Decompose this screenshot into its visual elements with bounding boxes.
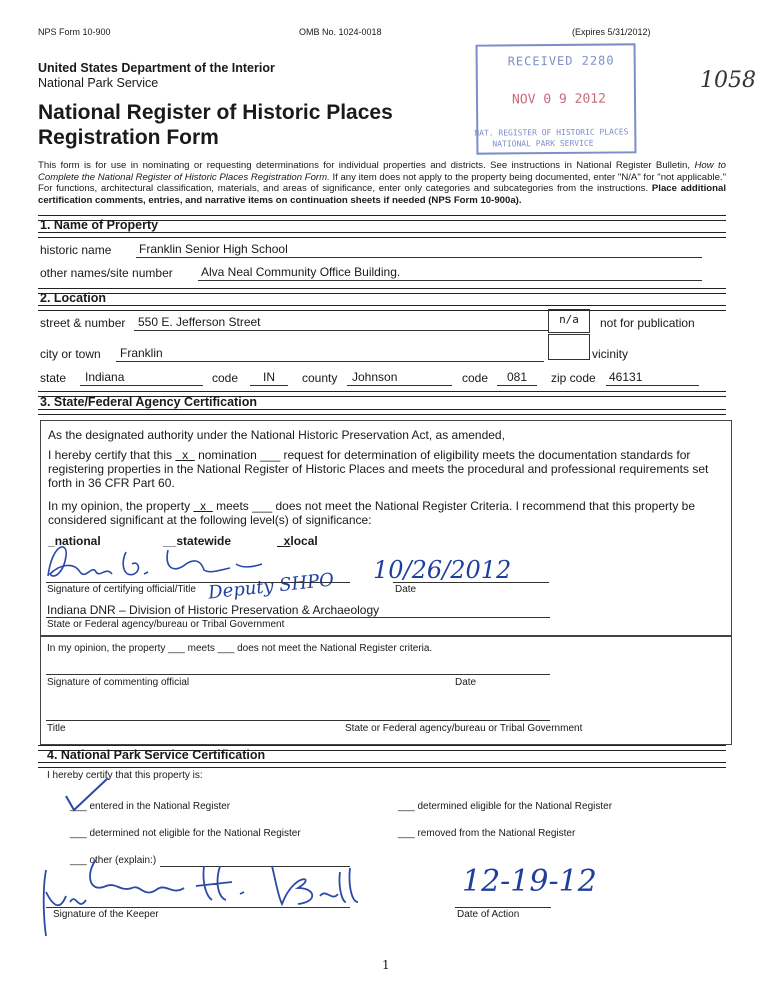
state-field[interactable]: Indiana (80, 370, 203, 386)
title-line (46, 720, 550, 721)
certify-text-c: request for determination of eligibility meets the documentation standards for registering properties in the National Register of Historic Places and meets the procedural and professional requirements set forth in 36 CFR Part 60. (48, 448, 709, 490)
removed-label: removed from the National Register (417, 828, 576, 839)
other-label: other (explain:) (89, 855, 157, 866)
not-for-publication-checkbox[interactable] (548, 309, 590, 333)
entered-blank: ___ (70, 801, 87, 812)
certify-text-b: nomination (194, 448, 261, 462)
comment-signature-line (46, 674, 550, 675)
option-eligible[interactable] (398, 801, 612, 812)
omb-number: OMB No. 1024-0018 (299, 27, 382, 37)
page-number: 1 (382, 958, 390, 972)
county-field[interactable]: Johnson (347, 370, 452, 386)
agency-name: Indiana DNR – Division of Historic Preservation & Archaeology (47, 603, 380, 617)
comment-opinion: In my opinion, the property ___ meets ___ does not meet the National Register criteria. (47, 643, 433, 654)
city-label: city or town (40, 347, 101, 361)
instructions-bold-text: Place additional certification comments, entries, and narrative items on continuation sheets if needed (NPS Form 10-900a). (38, 183, 727, 206)
expiration-date: (Expires 5/31/2012) (572, 27, 651, 37)
section-1-heading: 1. Name of Property (40, 218, 159, 232)
instructions-text-2: If any item does not apply to the property being documented, enter "N/A" for "not applicable." For functions, architectural classification, materials, and areas of significance, enter only categories and subcategories from the instructions. (38, 171, 726, 194)
statewide-blank: __ (163, 534, 177, 548)
state-code-label: code (212, 371, 239, 385)
request-mark[interactable]: ___ (260, 448, 281, 462)
national-blank: _ (48, 534, 55, 548)
section-divider (38, 232, 726, 238)
agency-label: State or Federal agency/bureau or Tribal Government (47, 619, 285, 630)
handwritten-reference-number: 1058 (700, 68, 756, 93)
stamp-org-2: NATIONAL PARK SERVICE (492, 138, 594, 149)
street-field[interactable]: 550 E. Jefferson Street (134, 315, 548, 331)
street-label: street & number (40, 316, 126, 330)
opinion-statement (48, 499, 718, 527)
certify-statement (48, 448, 718, 490)
level-local[interactable] (277, 534, 318, 548)
removed-blank: ___ (398, 828, 415, 839)
state-label: state (40, 371, 67, 385)
nps-certify-statement: I hereby certify that this property is: (47, 770, 203, 781)
section-4-heading: 4. National Park Service Certification (47, 748, 266, 762)
signed-date: 10/26/2012 (373, 556, 512, 584)
eligible-label: determined eligible for the National Register (417, 801, 613, 812)
county-code-label: code (462, 371, 489, 385)
nomination-mark[interactable] (175, 448, 194, 462)
certify-text-a: I hereby certify that this (48, 448, 176, 462)
action-date-label: Date of Action (457, 909, 520, 920)
signed-title: Deputy SHPO (207, 569, 335, 604)
signature-label: Signature of certifying official/Title (47, 584, 196, 595)
service-name: National Park Service (38, 76, 159, 90)
statewide-label: statewide (176, 534, 232, 548)
other-blank: ___ (70, 855, 87, 866)
comment-signature-label: Signature of commenting official (47, 677, 190, 688)
keeper-signature-line (46, 907, 350, 908)
section-2-heading: 2. Location (40, 291, 106, 305)
city-field[interactable]: Franklin (116, 346, 544, 362)
stamp-date: NOV 0 9 2012 (511, 91, 606, 108)
vicinity-checkbox[interactable] (548, 334, 590, 360)
keeper-signature-label: Signature of the Keeper (53, 909, 159, 920)
authority-statement: As the designated authority under the National Historic Preservation Act, as amended, (48, 428, 505, 442)
agency-line (46, 617, 550, 618)
title-line-2: Registration Form (38, 126, 219, 149)
title-label: Title (47, 723, 66, 734)
other-names-label: other names/site number (40, 266, 173, 280)
nomination-x: x (182, 448, 189, 462)
zip-field[interactable]: 46131 (606, 370, 699, 386)
state-code-field[interactable]: IN (250, 370, 288, 386)
historic-name-field[interactable]: Franklin Senior High School (136, 242, 702, 258)
check-mark-icon (62, 776, 112, 814)
meets-mark[interactable] (193, 499, 212, 513)
option-not-eligible[interactable] (70, 828, 301, 839)
national-label: national (54, 534, 101, 548)
page-title (38, 100, 393, 150)
does-not-meet-mark[interactable]: ___ (252, 499, 273, 513)
not-eligible-label: determined not eligible for the National Register (89, 828, 301, 839)
date-line (393, 582, 549, 583)
meets-x: x (200, 499, 207, 513)
historic-name-label: historic name (40, 243, 112, 257)
keeper-signature (36, 852, 366, 942)
zip-label: zip code (551, 371, 596, 385)
department-name: United States Department of the Interior (38, 61, 275, 75)
section-divider (38, 762, 726, 768)
opinion-text-a: In my opinion, the property (48, 499, 194, 513)
comment-agency-label: State or Federal agency/bureau or Tribal Government (345, 723, 583, 734)
eligible-blank: ___ (398, 801, 415, 812)
not-eligible-blank: ___ (70, 828, 87, 839)
county-code-field[interactable]: 081 (497, 370, 537, 386)
opinion-text-b: meets (212, 499, 253, 513)
section-divider (38, 409, 726, 415)
vicinity-label: vicinity (592, 347, 629, 361)
action-date: 12-19-12 (462, 864, 597, 899)
not-for-publication-value: n/a (559, 313, 579, 326)
title-line-1: National Register of Historic Places (38, 101, 393, 124)
stamp-org-1: NAT. REGISTER OF HISTORIC PLACES (474, 127, 629, 138)
county-label: county (302, 371, 338, 385)
signature-line (46, 582, 350, 583)
instructions-paragraph (38, 160, 726, 206)
entered-label: entered in the National Register (89, 801, 231, 812)
form-number: NPS Form 10-900 (38, 27, 111, 37)
instructions-bulletin-title: How to Complete the National Register of Historic Places Registration Form. (38, 160, 726, 183)
option-removed[interactable] (398, 828, 575, 839)
action-date-line (455, 907, 551, 908)
section-3-heading: 3. State/Federal Agency Certification (40, 395, 257, 409)
received-stamp (476, 43, 637, 154)
date-label: Date (395, 584, 417, 595)
stamp-received: RECEIVED 2280 (507, 53, 615, 69)
section-divider (38, 288, 726, 294)
local-label: local (290, 534, 318, 548)
local-x: x (283, 534, 291, 548)
not-for-publication-label: not for publication (600, 316, 695, 330)
section-divider (38, 305, 726, 311)
instructions-text-1: This form is for use in nominating or requesting determinations for individual properties and districts. See instructions in National Register Bulletin, (38, 160, 695, 171)
opinion-text-c: does not meet the National Register Criteria. I recommend that this property be considered significant at the following level(s) of significance: (48, 499, 696, 527)
other-names-field[interactable]: Alva Neal Community Office Building. (198, 265, 702, 281)
comment-date-label: Date (455, 677, 477, 688)
